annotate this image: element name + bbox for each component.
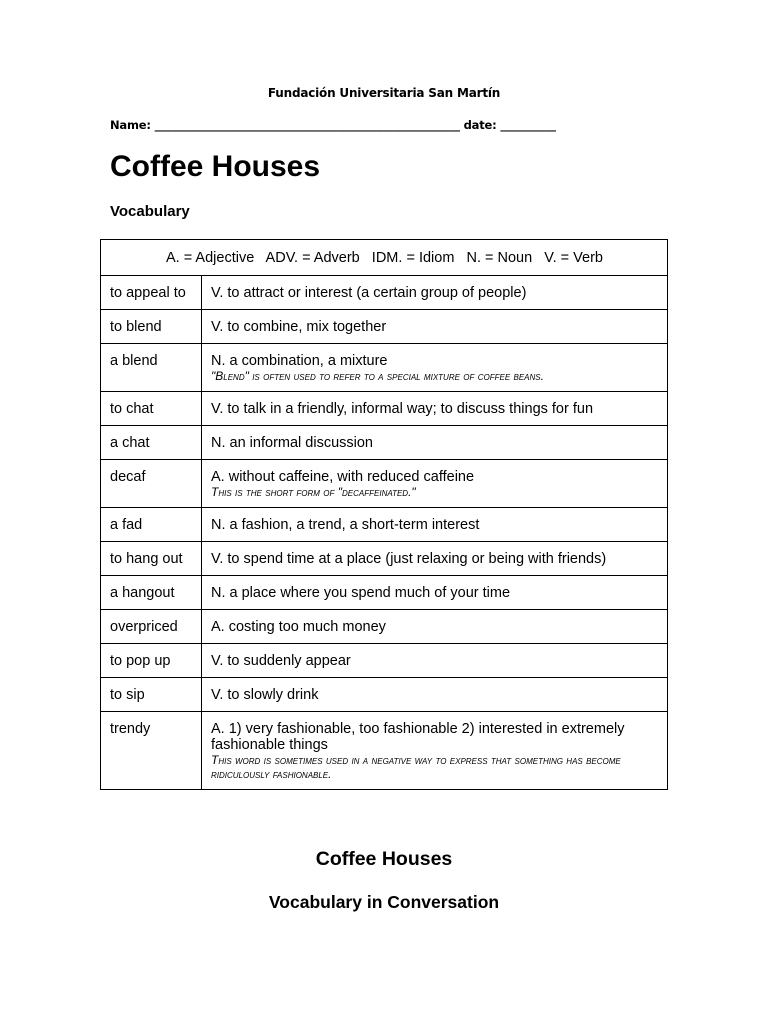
- vocab-note: "Blend" is often used to refer to a special mixture of coffee beans.: [211, 369, 544, 383]
- vocab-definition: V. to attract or interest (a certain group of people): [211, 285, 527, 301]
- legend-row: [101, 240, 668, 276]
- vocab-definition: N. a fashion, a trend, a short-term interest: [211, 517, 480, 533]
- vocab-note: This is the short form of "decaffeinated.": [211, 485, 416, 499]
- vocab-definition: A. costing too much money: [211, 619, 386, 635]
- vocab-term: a chat: [101, 426, 202, 460]
- vocab-definition-cell: [202, 542, 668, 576]
- vocab-definition-cell: [202, 610, 668, 644]
- vocab-term: to chat: [101, 392, 202, 426]
- vocab-term: a hangout: [101, 576, 202, 610]
- footer-title: Coffee Houses: [315, 848, 453, 870]
- vocab-term: to sip: [101, 678, 202, 712]
- vocabulary-table: [100, 239, 668, 790]
- vocab-definition: A. without caffeine, with reduced caffeine: [211, 469, 475, 485]
- table-row: [101, 542, 668, 576]
- vocab-definition-cell: [202, 712, 668, 790]
- vocab-definition-cell: [202, 310, 668, 344]
- vocab-term: a blend: [101, 344, 202, 392]
- table-row: [101, 712, 668, 790]
- table-row: [101, 426, 668, 460]
- vocab-definition: V. to slowly drink: [211, 687, 319, 703]
- vocab-term: a fad: [101, 508, 202, 542]
- table-row: [101, 576, 668, 610]
- vocab-definition: V. to suddenly appear: [211, 653, 351, 669]
- vocab-definition: N. a place where you spend much of your time: [211, 585, 511, 601]
- vocab-definition-cell: [202, 426, 668, 460]
- table-row: [101, 276, 668, 310]
- page-title: Coffee Houses: [110, 150, 321, 183]
- vocab-term: to hang out: [101, 542, 202, 576]
- table-row: [101, 678, 668, 712]
- vocab-definition-cell: [202, 678, 668, 712]
- vocab-note: This word is sometimes used in a negative way to express that something has become ridiculously fashionable.: [211, 753, 621, 781]
- vocab-definition-cell: [202, 276, 668, 310]
- vocab-definition: N. a combination, a mixture: [211, 353, 388, 369]
- vocab-term: to appeal to: [101, 276, 202, 310]
- table-row: [101, 610, 668, 644]
- vocab-definition-cell: [202, 508, 668, 542]
- name-date-line: Name: _______________________________________________________ date: __________: [110, 118, 556, 132]
- vocab-definition: V. to spend time at a place (just relaxing or being with friends): [211, 551, 607, 567]
- legend-cell: A. = Adjective ADV. = Adverb IDM. = Idiom N. = Noun V. = Verb: [101, 240, 668, 276]
- vocab-definition: V. to combine, mix together: [211, 319, 387, 335]
- table-row: [101, 460, 668, 508]
- vocab-definition-cell: [202, 576, 668, 610]
- footer-subtitle: Vocabulary in Conversation: [268, 892, 500, 912]
- table-row: [101, 644, 668, 678]
- institution-name: Fundación Universitaria San Martín: [267, 86, 501, 100]
- vocab-definition-cell: [202, 460, 668, 508]
- vocab-term: to blend: [101, 310, 202, 344]
- vocab-term: overpriced: [101, 610, 202, 644]
- table-row: [101, 392, 668, 426]
- vocab-term: trendy: [101, 712, 202, 790]
- vocab-term: to pop up: [101, 644, 202, 678]
- vocab-definition-cell: [202, 344, 668, 392]
- table-row: [101, 310, 668, 344]
- vocab-definition-cell: [202, 392, 668, 426]
- table-row: [101, 344, 668, 392]
- vocab-definition: N. an informal discussion: [211, 435, 373, 451]
- vocab-definition-cell: [202, 644, 668, 678]
- section-subtitle: Vocabulary: [110, 203, 190, 220]
- vocab-definition: A. 1) very fashionable, too fashionable 2) interested in extremely fashionable things: [211, 721, 625, 753]
- vocab-term: decaf: [101, 460, 202, 508]
- vocab-definition: V. to talk in a friendly, informal way; to discuss things for fun: [211, 401, 594, 417]
- table-row: [101, 508, 668, 542]
